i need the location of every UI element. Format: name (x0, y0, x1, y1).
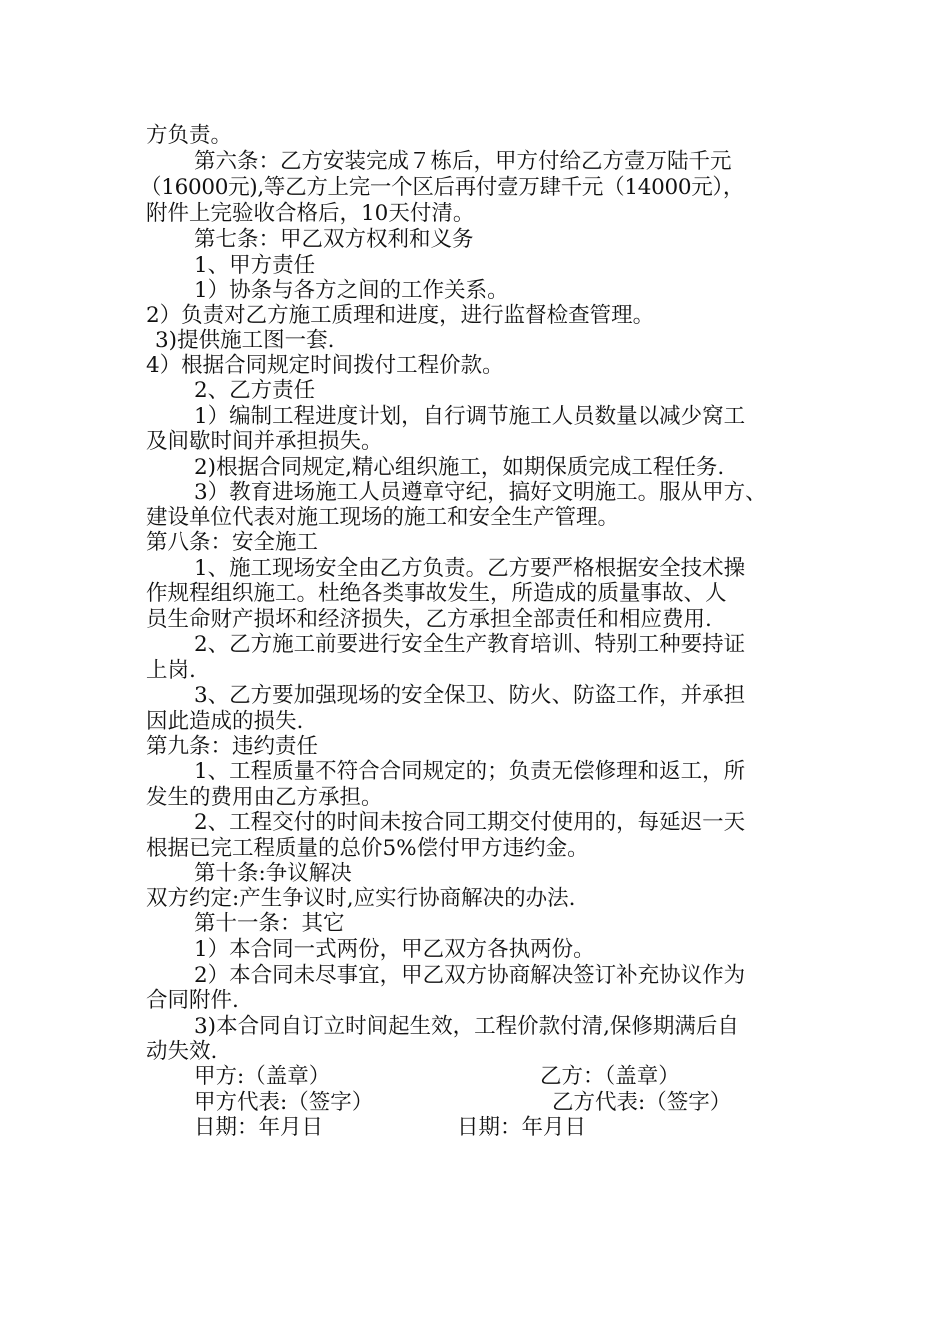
text-line: 1）协条与各方之间的工作关系。 (194, 278, 509, 303)
text-line: 1）编制工程进度计划，自行调节施工人员数量以减少窝工 (194, 404, 746, 429)
text-line: （16000元),等乙方上完一个区后再付壹万肆千元（14000元）， (140, 175, 745, 200)
text-line: 1、施工现场安全由乙方负责。乙方要严格根据安全技术操 (194, 556, 746, 581)
text-line: 第七条：甲乙双方权利和义务 (194, 227, 474, 252)
section-heading: 第十条:争议解决 (194, 861, 352, 886)
text-line: 双方约定:产生争议时,应实行协商解决的办法. (146, 886, 576, 911)
text-line: 2、乙方施工前要进行安全生产教育培训、特别工种要持证 (194, 632, 746, 657)
section-heading: 第九条：违约责任 (146, 734, 319, 759)
text-line: 4）根据合同规定时间拨付工程价款。 (146, 353, 504, 378)
text-line: 1）本合同一式两份，甲乙双方各执两份。 (194, 937, 595, 962)
text-line: 2）负责对乙方施工质理和进度，进行监督检查管理。 (146, 303, 655, 328)
text-line: 3)本合同自订立时间起生效，工程价款付清,保修期满后自 (194, 1014, 739, 1039)
text-line: 作规程组织施工。杜绝各类事故发生，所造成的质量事故、人 (146, 581, 727, 606)
party-a-seal: 甲方:（盖章） (194, 1064, 331, 1089)
section-heading: 第十一条：其它 (194, 911, 345, 936)
text-line: 根据已完工程质量的总价5%偿付甲方违约金。 (146, 836, 589, 861)
party-b-date: 日期：年月日 (457, 1115, 587, 1140)
party-b-representative: 乙方代表:（签字） (552, 1090, 732, 1115)
text-line: 发生的费用由乙方承担。 (146, 785, 383, 810)
text-line: 及间歇时间并承担损失。 (146, 429, 383, 454)
text-line: 员生命财产损坏和经济损失，乙方承担全部责任和相应费用. (146, 607, 712, 632)
text-line: 2、工程交付的时间未按合同工期交付使用的，每延迟一天 (194, 810, 746, 835)
text-line: 1、工程质量不符合合同规定的；负责无偿修理和返工，所 (194, 759, 746, 784)
party-a-representative: 甲方代表:（签字） (194, 1090, 374, 1115)
text-line: 1、甲方责任 (194, 253, 316, 278)
section-heading: 第八条：安全施工 (146, 530, 319, 555)
text-line: 第六条：乙方安装完成７栋后，甲方付给乙方壹万陆千元 (194, 149, 732, 174)
text-line: 附件上完验收合格后，10天付清。 (146, 201, 475, 226)
text-line: 2）本合同未尽事宜，甲乙双方协商解决签订补充协议作为 (194, 963, 746, 988)
party-a-date: 日期：年月日 (194, 1115, 324, 1140)
text-line: 2)根据合同规定,精心组织施工，如期保质完成工程任务. (194, 455, 725, 480)
text-line: 2、乙方责任 (194, 378, 316, 403)
text-line: 方负责。 (146, 123, 233, 148)
text-line: 3、乙方要加强现场的安全保卫、防火、防盗工作，并承担 (194, 683, 746, 708)
party-b-seal: 乙方：（盖章） (540, 1064, 680, 1089)
text-line: 3）教育进场施工人员遵章守纪，搞好文明施工。服从甲方、 (194, 480, 767, 505)
text-line: 建设单位代表对施工现场的施工和安全生产管理。 (146, 505, 620, 530)
text-line: 动失效. (146, 1039, 218, 1064)
text-line: 3)提供施工图一套. (155, 328, 335, 353)
text-line: 上岗. (146, 658, 196, 683)
text-line: 因此造成的损失. (146, 709, 304, 734)
text-line: 合同附件. (146, 988, 239, 1013)
